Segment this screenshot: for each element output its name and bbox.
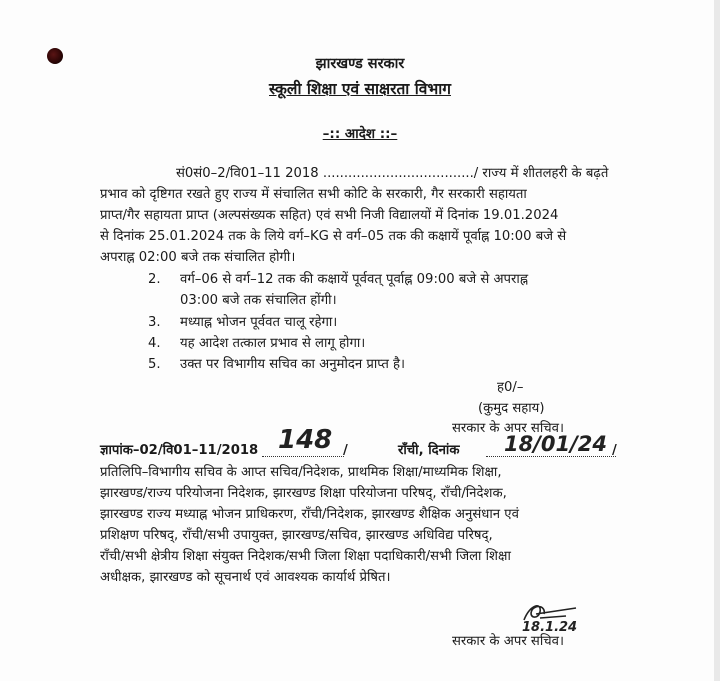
signatory-name: (कुमुद सहाय) (478, 401, 545, 416)
order-para-line: प्रभाव को दृष्टिगत रखते हुए राज्य में संचालित सभी कोटि के सरकारी, गैर सरकारी सहायता (100, 187, 527, 202)
point-text: मध्याह्न भोजन पूर्ववत चालू रहेगा। (180, 315, 338, 330)
signed-mark: ह0/– (497, 380, 524, 395)
point-number: 2. (148, 272, 161, 287)
date-handwritten: 18/01/24 (504, 432, 608, 456)
memo-number-prefix: ज्ञापांक–02/वि01–11/2018 (100, 443, 259, 458)
govt-heading: झारखण्ड सरकार (315, 56, 405, 72)
point-text: 03:00 बजे तक संचालित होंगी। (180, 293, 337, 308)
order-title: –:: आदेश ::– (322, 126, 398, 142)
point-text: यह आदेश तत्काल प्रभाव से लागू होगा। (180, 336, 366, 351)
copy-line: झारखण्ड राज्य मध्याह्न भोजन प्राधिकरण, राँची/निदेशक, झारखण्ड शैक्षिक अनुसंधान एवं (100, 507, 519, 522)
order-ref-line: सं0सं0–2/वि01–11 2018 ..................................../ राज्य में शीतलहरी के बढ़ते (176, 166, 609, 181)
point-number: 5. (148, 357, 161, 372)
copy-line: प्रशिक्षण परिषद्, राँची/सभी उपायुक्त, झारखण्ड/सचिव, झारखण्ड अधिविद्य परिषद्, (100, 528, 493, 543)
point-text: उक्त पर विभागीय सचिव का अनुमोदन प्राप्त है। (180, 357, 406, 372)
place-date-label: राँची, दिनांक (398, 443, 460, 458)
point-text: वर्ग–06 से वर्ग–12 तक की कक्षायें पूर्ववत् पूर्वाह्न 09:00 बजे से अपराह्न (180, 272, 529, 287)
point-number: 3. (148, 315, 161, 330)
memo-slash: / (343, 443, 348, 458)
order-para-line: से दिनांक 25.01.2024 तक के लिये वर्ग–KG से वर्ग–05 तक की कक्षायें पूर्वाह्न 10:00 बजे से (100, 229, 567, 244)
copy-line: अधीक्षक, झारखण्ड को सूचनार्थ एवं आवश्यक कार्यार्थ प्रेषित। (100, 570, 391, 585)
signatory-title: सरकार के अपर सचिव। (452, 421, 564, 436)
order-para-line: प्राप्त/गैर सहायता प्राप्त (अल्पसंख्यक सहित) एवं सभी निजी विद्यालयों में दिनांक 19.01.2024 (100, 208, 559, 223)
order-para-line: अपराह्न 02:00 बजे तक संचालित होगी। (100, 250, 296, 265)
copy-line: झारखण्ड/राज्य परियोजना निदेशक, झारखण्ड शिक्षा परियोजना परिषद्, राँची/निदेशक, (100, 486, 507, 501)
memo-signatory-title: सरकार के अपर सचिव। (452, 634, 564, 649)
point-number: 4. (148, 336, 161, 351)
sign-date-handwritten: 18.1.24 (522, 620, 578, 635)
date-slash: / (612, 443, 617, 458)
memo-number-handwritten: 148 (278, 425, 333, 455)
copy-line: राँची/सभी क्षेत्रीय शिक्षा संयुक्त निदेशक/सभी जिला शिक्षा पदाधिकारी/सभी जिला शिक्षा (100, 549, 511, 564)
copy-line: प्रतिलिपि–विभागीय सचिव के आप्त सचिव/निदेशक, प्राथमिक शिक्षा/माध्यमिक शिक्षा, (100, 465, 502, 480)
memo-number-dotted-line (262, 441, 344, 457)
page-edge-shadow (714, 0, 720, 681)
department-heading: स्कूली शिक्षा एवं साक्षरता विभाग (269, 80, 451, 98)
